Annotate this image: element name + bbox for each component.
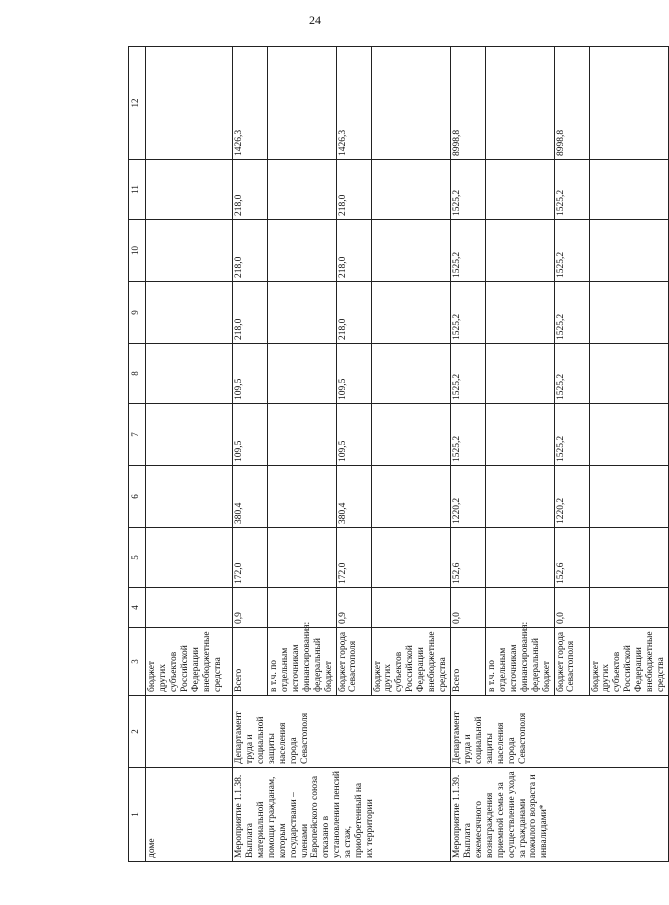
cell-source: в т.ч. по отдельным источникам финансирования: федеральный бюджет <box>485 628 554 696</box>
cell-value: 1525,2 <box>450 282 485 344</box>
cell-source: бюджет города Севастополя <box>554 628 589 696</box>
cell-value: 380,4 <box>336 466 371 528</box>
cell-source: в т.ч. по отдельным источникам финансирования: федеральный бюджет <box>268 628 337 696</box>
cell-executor <box>146 696 233 768</box>
cell-value: 152,6 <box>450 528 485 588</box>
cell-value: 218,0 <box>233 220 268 282</box>
col-num: 12 <box>129 47 146 160</box>
cell-executor: Департамент труда и социальной защиты населения города Севастополя <box>450 696 668 768</box>
cell-value: 1426,3 <box>233 47 268 160</box>
cell-value: 1525,2 <box>450 220 485 282</box>
cell-value: 1525,2 <box>450 160 485 220</box>
cell-value: 0,0 <box>554 588 589 628</box>
cell-source: бюджет других субъектов Российской Федерации внебюджетные средства <box>146 628 233 696</box>
cell-value: 109,5 <box>233 344 268 404</box>
col-num: 9 <box>129 282 146 344</box>
column-number-row <box>129 47 146 862</box>
budget-table <box>128 46 669 862</box>
cell-source: бюджет других субъектов Российской Федерации внебюджетные средства <box>371 628 450 696</box>
col-num: 1 <box>129 768 146 862</box>
cell-value: 218,0 <box>336 160 371 220</box>
col-num: 6 <box>129 466 146 528</box>
cell-value: 1525,2 <box>554 404 589 466</box>
cell-value: 0,9 <box>233 588 268 628</box>
cell-value: 218,0 <box>336 220 371 282</box>
col-num: 8 <box>129 344 146 404</box>
cell-value: 8998,8 <box>450 47 485 160</box>
cell-value: 8998,8 <box>554 47 589 160</box>
cell-measure: Мероприятие 1.1.39. Выплата ежемесячного вознаграждения приемной семье за осуществление ухода за гражданами пожилого возраста и инвалидами* <box>450 768 668 862</box>
cell-value: 109,5 <box>336 344 371 404</box>
col-num: 5 <box>129 528 146 588</box>
cell-value: 1525,2 <box>450 404 485 466</box>
col-num: 7 <box>129 404 146 466</box>
cell-value: 1525,2 <box>450 344 485 404</box>
cell-measure: доме <box>146 768 233 862</box>
table-row <box>146 47 233 862</box>
col-num: 3 <box>129 628 146 696</box>
cell-source: Всего <box>233 628 268 696</box>
cell-value: 1525,2 <box>554 160 589 220</box>
cell-value: 218,0 <box>336 282 371 344</box>
cell-value: 1220,2 <box>450 466 485 528</box>
col-num: 10 <box>129 220 146 282</box>
cell-value: 218,0 <box>233 282 268 344</box>
cell-executor: Департамент труда и социальной защиты населения города Севастополя <box>233 696 451 768</box>
cell-value: 0,0 <box>450 588 485 628</box>
cell-source: бюджет других субъектов Российской Федерации внебюджетные средства <box>589 628 668 696</box>
table-row <box>233 47 268 862</box>
cell-value: 218,0 <box>233 160 268 220</box>
cell-value: 1525,2 <box>554 344 589 404</box>
col-num: 4 <box>129 588 146 628</box>
cell-source: бюджет города Севастополя <box>336 628 371 696</box>
cell-value: 172,0 <box>336 528 371 588</box>
cell-value: 109,5 <box>336 404 371 466</box>
cell-value: 1525,2 <box>554 282 589 344</box>
table-row <box>450 47 485 862</box>
cell-value: 380,4 <box>233 466 268 528</box>
cell-value: 1525,2 <box>554 220 589 282</box>
cell-value: 0,9 <box>336 588 371 628</box>
col-num: 11 <box>129 160 146 220</box>
cell-value: 1220,2 <box>554 466 589 528</box>
col-num: 2 <box>129 696 146 768</box>
cell-source: Всего <box>450 628 485 696</box>
page-number: 24 <box>309 13 321 27</box>
cell-value: 172,0 <box>233 528 268 588</box>
rotated-table-wrapper <box>128 47 667 862</box>
cell-measure: Мероприятие 1.1.38. Выплата материальной помощи гражданам, которым государствами – членами Европейского союза отказано в установлении пенсий за стаж, приобретенный на их территории <box>233 768 451 862</box>
cell-value: 152,6 <box>554 528 589 588</box>
cell-value: 1426,3 <box>336 47 371 160</box>
cell-value: 109,5 <box>233 404 268 466</box>
